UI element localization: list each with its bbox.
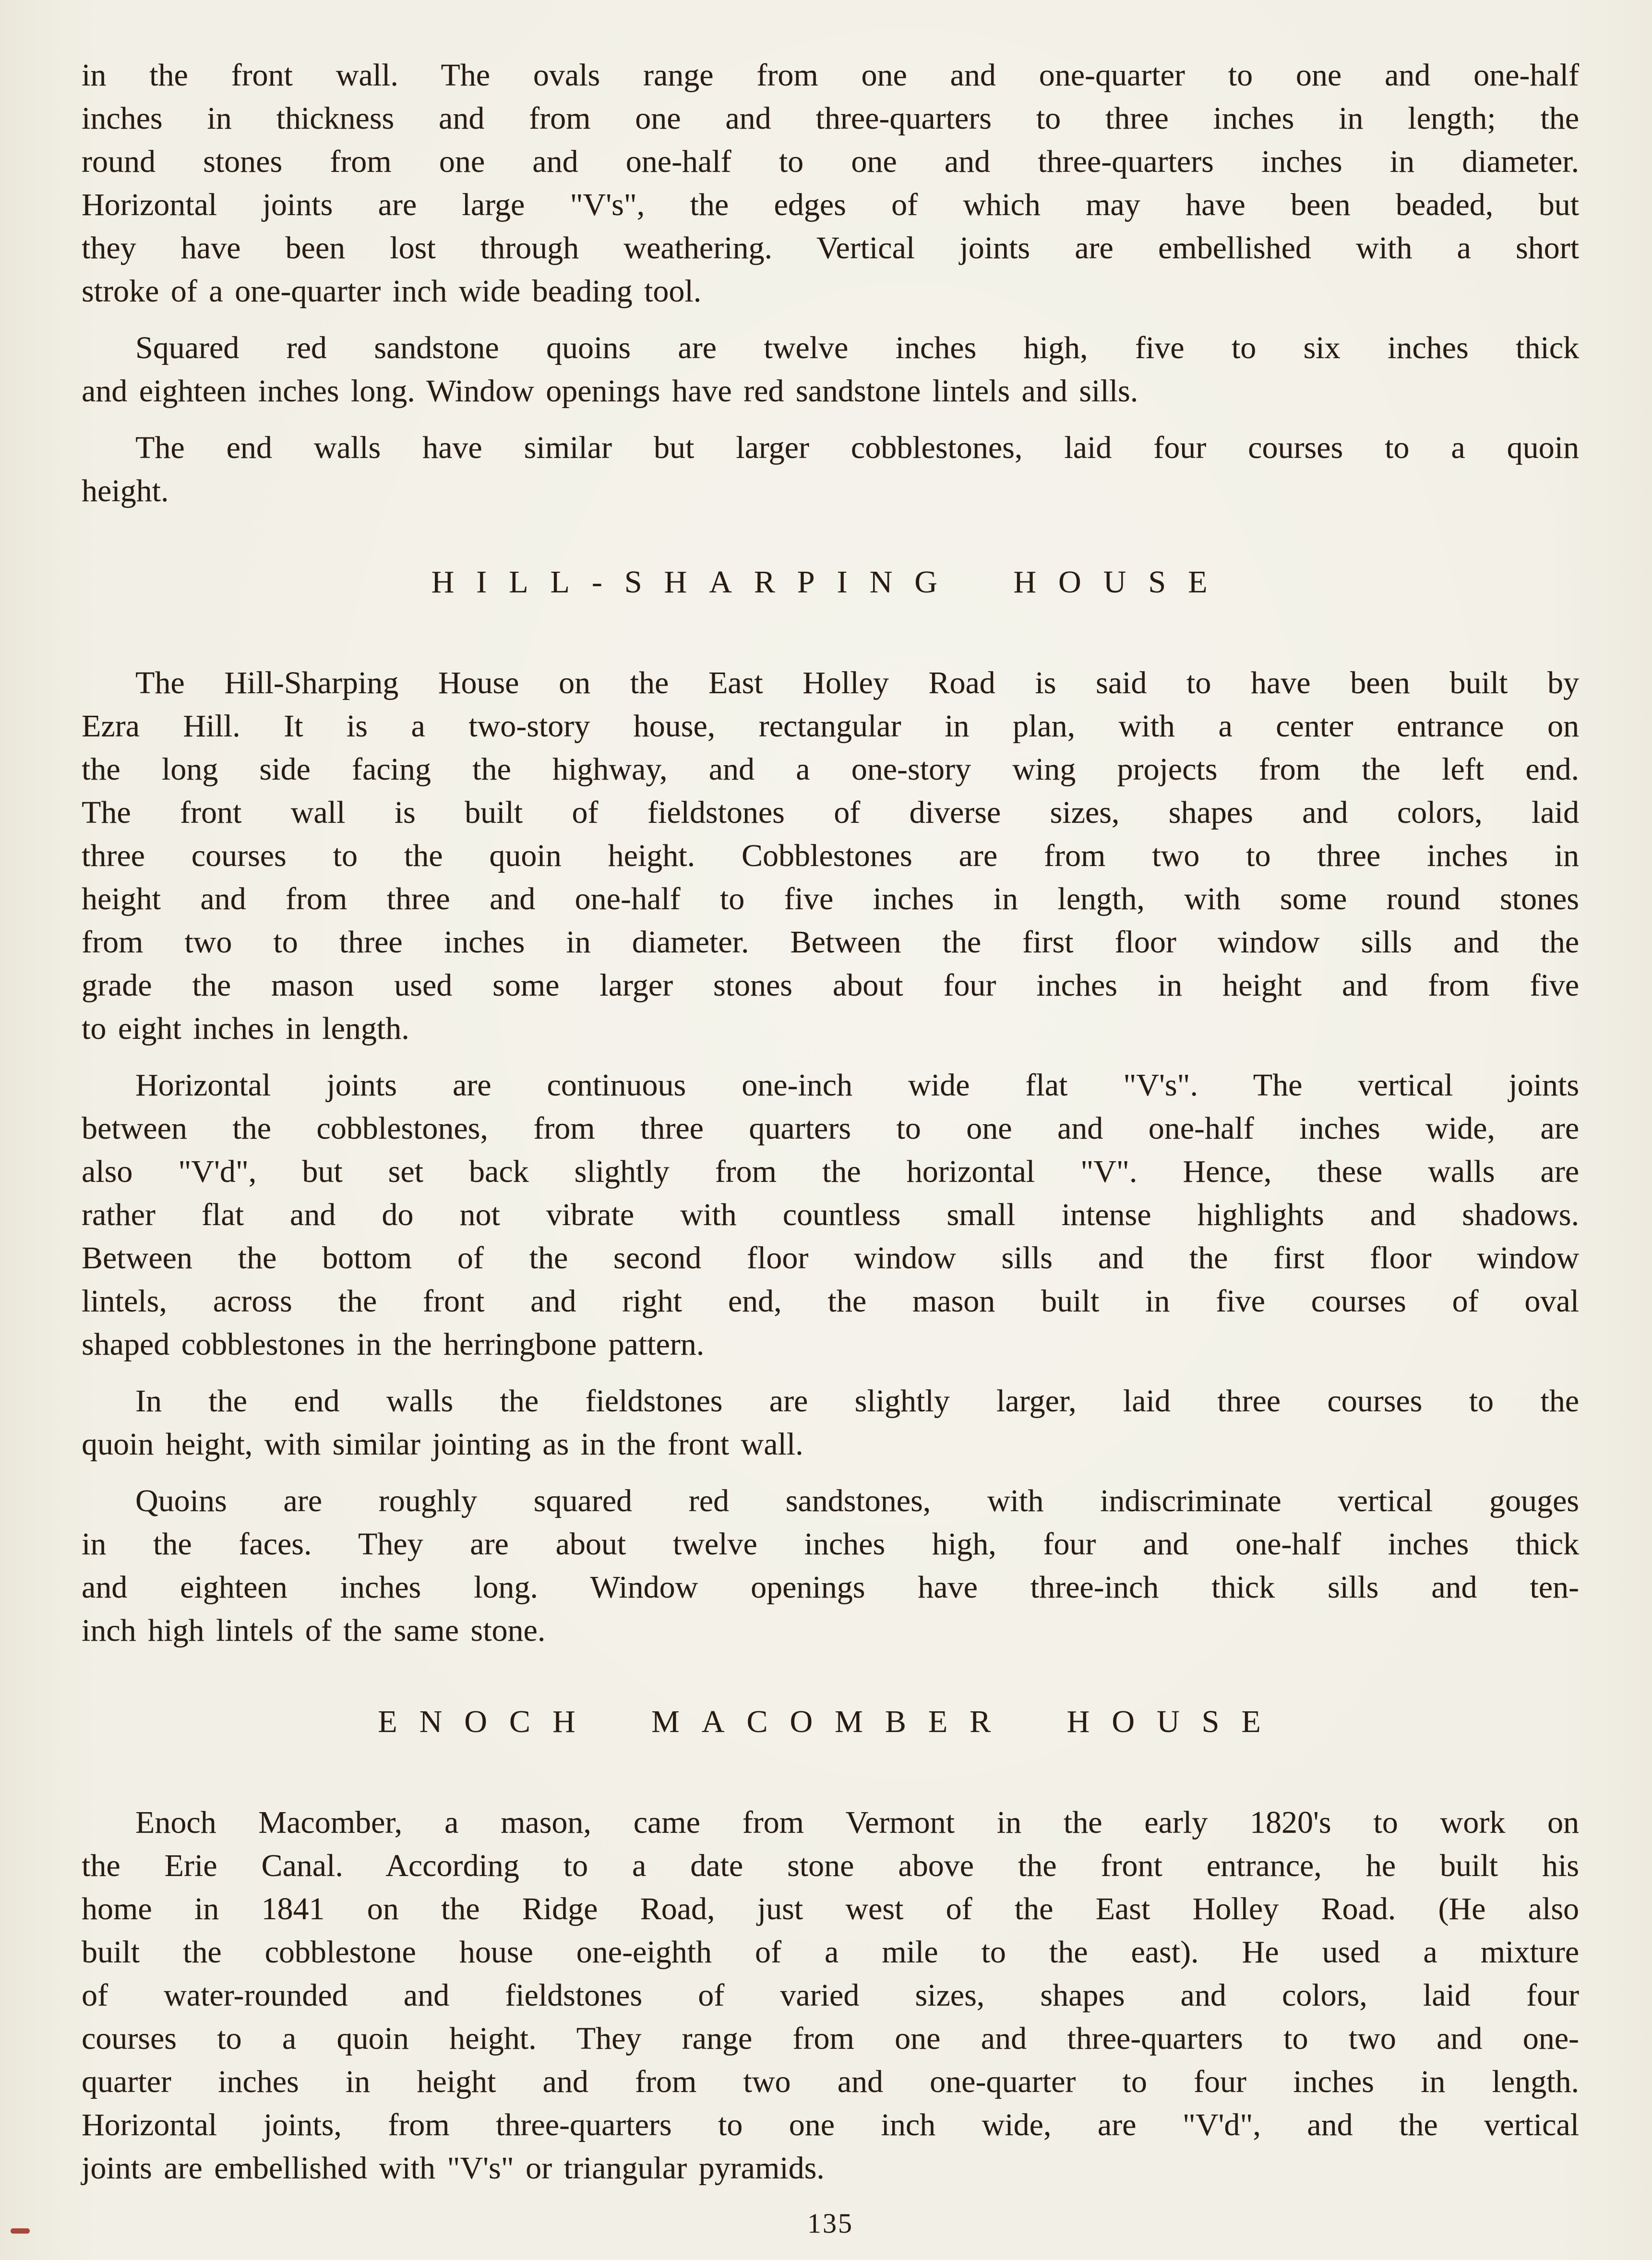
text-line: height and from three and one-half to five inches in length, with some round stones xyxy=(82,881,1579,916)
text-line: Horizontal joints are continuous one-inch wide flat "V's". The vertical joints xyxy=(135,1068,1579,1103)
text-line: quoin height, with similar jointing as in the front wall. xyxy=(82,1427,803,1462)
text-line: between the cobblestones, from three quarters to one and one-half inches wide, are xyxy=(82,1111,1579,1146)
text-line: also "V'd", but set back slightly from the horizontal "V". Hence, these walls are xyxy=(82,1154,1579,1189)
red-ink-speck xyxy=(11,2228,30,2234)
text-line: The end walls have similar but larger cobblestones, laid four courses to a quoin xyxy=(135,430,1579,465)
text-line: The front wall is built of fieldstones of diverse sizes, shapes and colors, laid xyxy=(82,795,1579,830)
text-line: height. xyxy=(82,473,169,508)
text-line: Horizontal joints are large "V's", the edges of which may have been beaded, but xyxy=(82,187,1579,222)
paragraph-horizontal-joints xyxy=(82,1064,1579,1366)
text-line: from two to three inches in diameter. Between the first floor window sills and the xyxy=(82,925,1579,960)
section-heading-hill-sharping-house: HILL-SHARPING HOUSE xyxy=(431,565,1230,600)
text-line: they have been lost through weathering. Vertical joints are embellished with a short xyxy=(82,230,1579,265)
paragraph-enoch-macomber-description xyxy=(82,1801,1579,2190)
text-line: inches in thickness and from one and three-quarters to three inches in length; the xyxy=(82,101,1579,136)
text-line: and eighteen inches long. Window openings have three-inch thick sills and ten- xyxy=(82,1570,1579,1605)
page-number: 135 xyxy=(807,2208,853,2239)
text-line: shaped cobblestones in the herringbone pattern. xyxy=(82,1327,705,1362)
text-line: rather flat and do not vibrate with countless small intense highlights and shadows. xyxy=(82,1197,1579,1232)
text-line: Between the bottom of the second floor window sills and the first floor window xyxy=(82,1240,1579,1275)
text-line: of water-rounded and fieldstones of varied sizes, shapes and colors, laid four xyxy=(82,1978,1579,2013)
text-line: three courses to the quoin height. Cobblestones are from two to three inches in xyxy=(82,838,1579,873)
text-line: built the cobblestone house one-eighth of a mile to the east). He used a mixture xyxy=(82,1935,1579,1970)
text-line: Enoch Macomber, a mason, came from Vermont in the early 1820's to work on xyxy=(135,1805,1579,1840)
text-line: the Erie Canal. According to a date stone above the front entrance, he built his xyxy=(82,1848,1579,1883)
text-line: The Hill-Sharping House on the East Holley Road is said to have been built by xyxy=(135,665,1579,700)
paragraph-end-wall-fieldstones xyxy=(82,1380,1579,1466)
paragraph-quoins-rough xyxy=(82,1479,1579,1652)
text-line: home in 1841 on the Ridge Road, just west of the East Holley Road. (He also xyxy=(82,1891,1579,1926)
text-line: grade the mason used some larger stones about four inches in height and from five xyxy=(82,968,1579,1003)
text-line: Horizontal joints, from three-quarters to one inch wide, are "V'd", and the vertical xyxy=(82,2107,1579,2142)
text-line: courses to a quoin height. They range from one and three-quarters to two and one- xyxy=(82,2021,1579,2056)
text-line: the long side facing the highway, and a one-story wing projects from the left end. xyxy=(82,752,1579,787)
text-line: in the front wall. The ovals range from one and one-quarter to one and one-half xyxy=(82,58,1579,93)
section-heading-enoch-macomber-house: ENOCH MACOMBER HOUSE xyxy=(378,1704,1283,1739)
text-line: stroke of a one-quarter inch wide beading tool. xyxy=(82,274,702,309)
text-line: to eight inches in length. xyxy=(82,1011,409,1046)
text-line: joints are embellished with "V's" or triangular pyramids. xyxy=(82,2151,825,2186)
text-line: quarter inches in height and from two and one-quarter to four inches in length. xyxy=(82,2064,1579,2099)
text-line: In the end walls the fieldstones are slightly larger, laid three courses to the xyxy=(135,1383,1579,1419)
text-line: Ezra Hill. It is a two-story house, rectangular in plan, with a center entrance on xyxy=(82,709,1579,744)
text-line: round stones from one and one-half to one and three-quarters inches in diameter. xyxy=(82,144,1579,179)
text-line: in the faces. They are about twelve inches high, four and one-half inches thick xyxy=(82,1527,1579,1562)
paragraph-quoins-sandstone xyxy=(82,326,1579,413)
text-line: inch high lintels of the same stone. xyxy=(82,1613,546,1648)
paragraph-end-walls xyxy=(82,426,1579,513)
paragraph-continuation xyxy=(82,54,1579,313)
paragraph-hill-sharping-description xyxy=(82,661,1579,1050)
text-line: lintels, across the front and right end, the mason built in five courses of oval xyxy=(82,1284,1579,1319)
text-line: and eighteen inches long. Window openings have red sandstone lintels and sills. xyxy=(82,373,1138,409)
text-line: Squared red sandstone quoins are twelve inches high, five to six inches thick xyxy=(135,330,1579,365)
text-line: Quoins are roughly squared red sandstones, with indiscriminate vertical gouges xyxy=(135,1483,1579,1518)
